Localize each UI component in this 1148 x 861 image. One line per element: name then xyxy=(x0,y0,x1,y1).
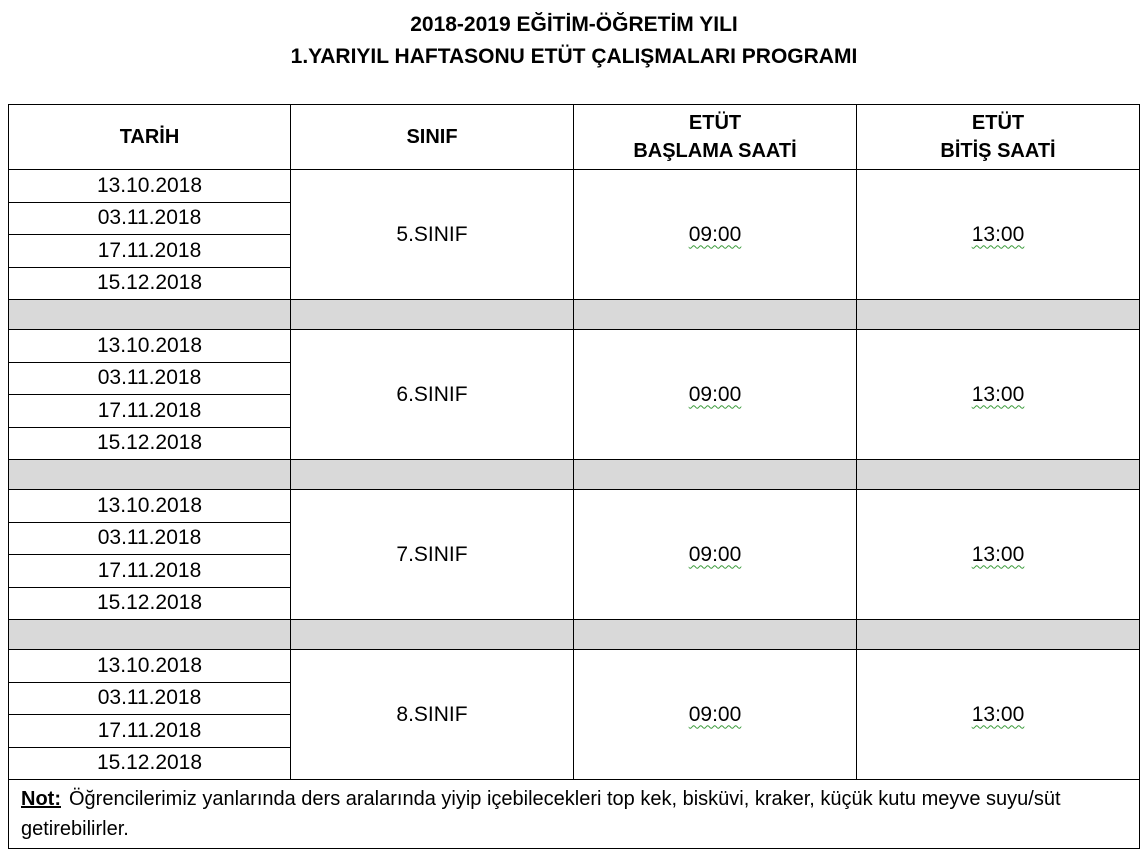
date-cell: 13.10.2018 xyxy=(9,170,291,203)
start-time: 09:00 xyxy=(688,542,742,566)
end-time-cell xyxy=(857,170,1140,300)
class-cell: 7.SINIF xyxy=(291,490,574,620)
date-cell: 03.11.2018 xyxy=(9,682,291,715)
schedule-table xyxy=(8,104,1140,849)
date-cell: 15.12.2018 xyxy=(9,747,291,780)
date-cell: 17.11.2018 xyxy=(9,715,291,748)
date-cell: 03.11.2018 xyxy=(9,362,291,395)
header-end-line2: BİTİŞ SAATİ xyxy=(940,140,1056,162)
note-row xyxy=(9,780,1140,849)
start-time-cell xyxy=(574,490,857,620)
end-time: 13:00 xyxy=(971,542,1025,566)
header-start-line2: BAŞLAMA SAATİ xyxy=(633,140,797,162)
start-time-cell xyxy=(574,170,857,300)
note-label: Not: xyxy=(21,788,61,810)
separator-row xyxy=(9,300,1140,330)
end-time-cell xyxy=(857,650,1140,780)
table-row xyxy=(9,330,1140,363)
header-start-line1: ETÜT xyxy=(688,112,742,134)
header-tarih: TARİH xyxy=(9,105,291,170)
start-time: 09:00 xyxy=(688,222,742,246)
separator-row xyxy=(9,620,1140,650)
class-cell: 5.SINIF xyxy=(291,170,574,300)
date-cell: 15.12.2018 xyxy=(9,267,291,300)
table-row xyxy=(9,170,1140,203)
date-cell: 13.10.2018 xyxy=(9,650,291,683)
header-row xyxy=(9,105,1140,170)
header-end-line1: ETÜT xyxy=(971,112,1025,134)
date-cell: 03.11.2018 xyxy=(9,522,291,555)
document-subtitle: 1.YARIYIL HAFTASONU ETÜT ÇALIŞMALARI PROGRAMI xyxy=(290,45,858,68)
end-time: 13:00 xyxy=(971,382,1025,406)
table-row xyxy=(9,650,1140,683)
header-start-time xyxy=(574,105,857,170)
start-time: 09:00 xyxy=(688,382,742,406)
start-time-cell xyxy=(574,330,857,460)
header-end-time xyxy=(857,105,1140,170)
end-time: 13:00 xyxy=(971,702,1025,726)
class-cell: 8.SINIF xyxy=(291,650,574,780)
class-cell: 6.SINIF xyxy=(291,330,574,460)
start-time-cell xyxy=(574,650,857,780)
separator-row xyxy=(9,460,1140,490)
date-cell: 17.11.2018 xyxy=(9,555,291,588)
date-cell: 17.11.2018 xyxy=(9,395,291,428)
date-cell: 15.12.2018 xyxy=(9,587,291,620)
date-cell: 17.11.2018 xyxy=(9,235,291,268)
date-cell: 03.11.2018 xyxy=(9,202,291,235)
date-cell: 13.10.2018 xyxy=(9,330,291,363)
note-text: Öğrencilerimiz yanlarında ders aralarında yiyip içebilecekleri top kek, bisküvi, kraker, küçük kutu meyve suyu/süt getirebilirler. xyxy=(21,788,1061,840)
end-time-cell xyxy=(857,330,1140,460)
document-title: 2018-2019 EĞİTİM-ÖĞRETİM YILI xyxy=(410,13,738,36)
header-sinif: SINIF xyxy=(291,105,574,170)
date-cell: 13.10.2018 xyxy=(9,490,291,523)
date-cell: 15.12.2018 xyxy=(9,427,291,460)
end-time: 13:00 xyxy=(971,222,1025,246)
end-time-cell xyxy=(857,490,1140,620)
note-cell xyxy=(9,780,1140,849)
start-time: 09:00 xyxy=(688,702,742,726)
table-row xyxy=(9,490,1140,523)
